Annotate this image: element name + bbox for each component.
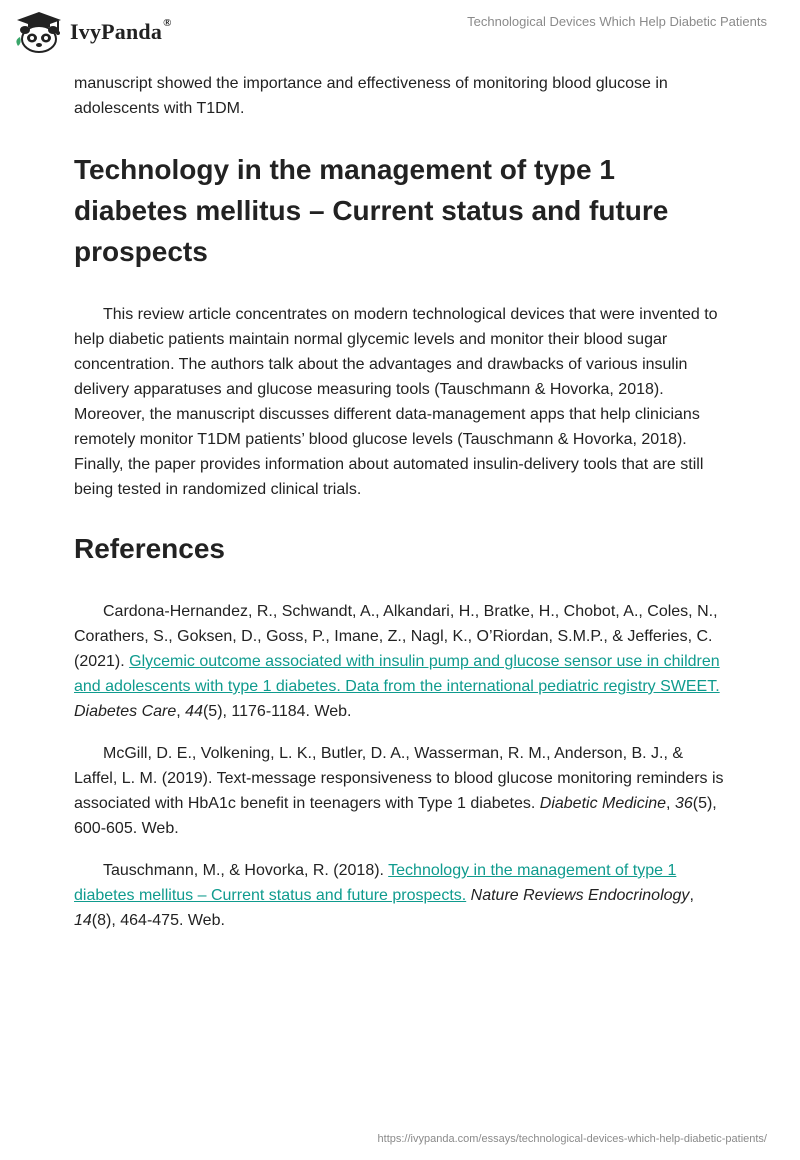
reference-authors: McGill, D. E., Volkening, L. K., Butler, D. A., Wasserman, R. M., Anderson, B. J., & Laffel, L. M. (2019). Text-message responsiveness to blood glucose monitoring reminders is associated with HbA1c benefit in teenagers with Type 1 diabetes. [74,745,724,812]
reference-details: (5), 600-605. Web. [74,795,717,837]
reference-volume: 36 [674,795,693,812]
reference-volume: 44 [185,703,203,720]
registered-mark: ® [163,17,172,29]
reference-link[interactable]: Technology in the management of type 1 diabetes mellitus – Current status and future prospects. [74,862,677,904]
essay-content [74,71,726,950]
reference-item: Tauschmann, M., & Hovorka, R. (2018). Technology in the management of type 1 diabetes mellitus – Current status and future prospects. Nature Reviews Endocrinology, 14(8), 464-475. Web. [74,862,694,929]
reference-details: (5), 1176-1184. Web. [202,703,352,720]
reference-journal: Diabetes Care [74,703,177,720]
reference-item: McGill, D. E., Volkening, L. K., Butler, D. A., Wasserman, R. M., Anderson, B. J., & Laffel, L. M. (2019). Text-message responsiveness to blood glucose monitoring reminders is associated with HbA1c benefit in teenagers with Type 1 diabetes. Diabetic Medicine, 36(5), 600-605. Web. [74,745,724,837]
page-header [0,0,800,70]
reference-details: (8), 464-475. Web. [91,912,225,929]
reference-authors: Cardona-Hernandez, R., Schwandt, A., Alkandari, H., Bratke, H., Chobot, A., Coles, N., Corathers, S., Goksen, D., Goss, P., Imane, Z., Nagl, K., O’Riordan, S.M.P., & Jefferies, C. (2021). [74,603,718,670]
reference-link[interactable]: Glycemic outcome associated with insulin pump and glucose sensor use in children and adolescents with type 1 diabetes. Data from the international pediatric registry SWEET. [74,653,720,695]
reference-volume: 14 [74,912,92,929]
references-heading: References [74,533,225,564]
section-paragraph: This review article concentrates on modern technological devices that were invented to help diabetic patients maintain normal glycemic levels and monitor their blood sugar concentration. The authors talk about the advantages and drawbacks of various insulin delivery apparatuses and glucose measuring tools (Tauschmann & Hovorka, 2018). Moreover, the manuscript discusses different data-management apps that help clinicians remotely monitor T1DM patients’ blood glucose levels (Tauschmann & Hovorka, 2018). Finally, the paper provides information about automated insulin-delivery tools that are still being tested in randomized clinical trials. [74,306,718,498]
reference-item: Cardona-Hernandez, R., Schwandt, A., Alkandari, H., Bratke, H., Chobot, A., Coles, N., Corathers, S., Goksen, D., Goss, P., Imane, Z., Nagl, K., O’Riordan, S.M.P., & Jefferies, C. (2021). Glycemic outcome associated with insulin pump and glucose sensor use in children and adolescents with type 1 diabetes. Data from the international pediatric registry SWEET. Diabetes Care, 44(5), 1176-1184. Web. [74,603,720,720]
section-heading: Technology in the management of type 1 diabetes mellitus – Current status and future prospects [74,154,669,267]
document-title: Technological Devices Which Help Diabetic Patients [467,14,767,29]
reference-journal: Nature Reviews Endocrinology [470,887,690,904]
panda-icon [14,10,64,54]
footer-url: https://ivypanda.com/essays/technological-devices-which-help-diabetic-patients/ [377,1133,767,1145]
intro-paragraph: manuscript showed the importance and effectiveness of monitoring blood glucose in adolescents with T1DM. [74,75,668,117]
ivypanda-logo[interactable] [14,10,172,54]
brand-name: IvyPanda® [70,17,172,44]
reference-authors: Tauschmann, M., & Hovorka, R. (2018). [103,862,389,879]
reference-journal: Diabetic Medicine [539,795,667,812]
